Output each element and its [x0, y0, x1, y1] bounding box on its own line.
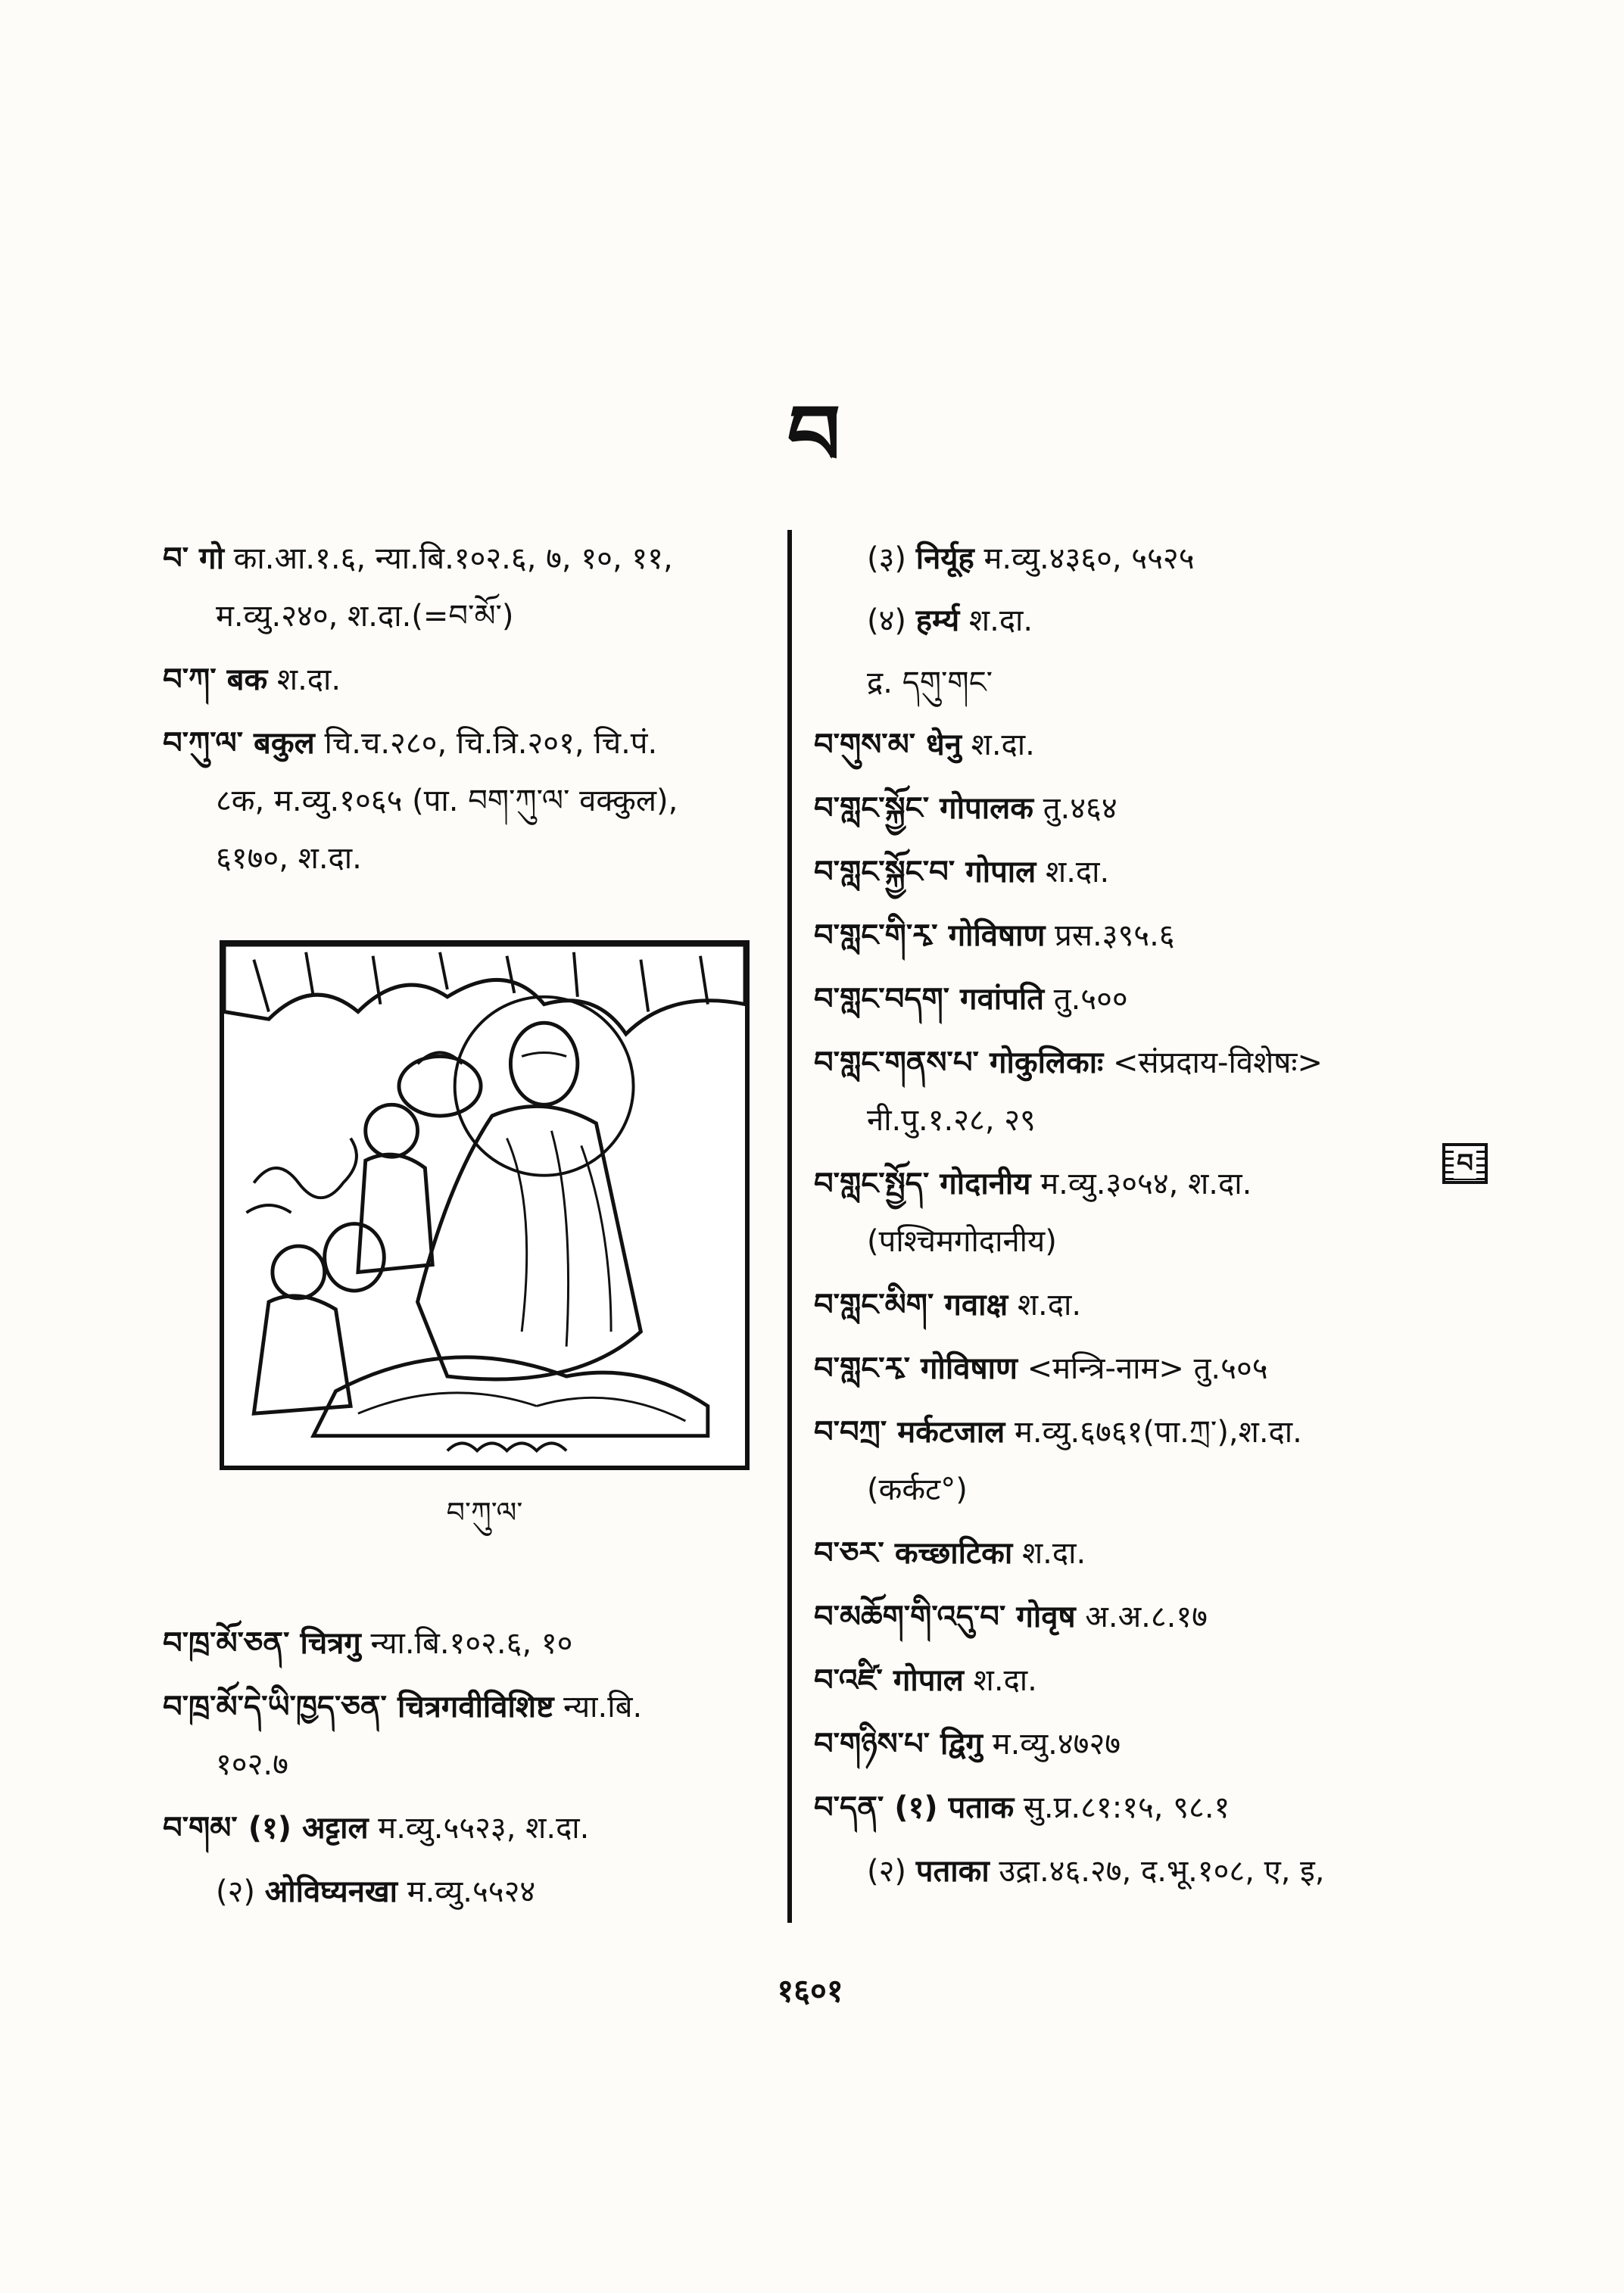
- dictionary-entry: [814, 1404, 1442, 1519]
- tibetan-headword: བ་གླང་གནས་པ་: [814, 1045, 979, 1080]
- reference-text: चि.च.२८०, चि.त्रि.२०१, चि.पं.: [324, 726, 658, 761]
- dictionary-entry: [163, 1615, 776, 1672]
- sanskrit-equivalent: गोपालक: [940, 791, 1033, 826]
- tibetan-headword: བ་བཀྲ་: [814, 1415, 887, 1450]
- subentry-label: द्र.: [867, 665, 893, 700]
- reference-text: श.दा.: [1017, 1288, 1082, 1323]
- sanskrit-equivalent: हर्म्य: [915, 603, 960, 638]
- sanskrit-equivalent: गो: [199, 541, 224, 576]
- subentry: [814, 530, 1442, 587]
- tibetan-headword: བ་ཅར་: [814, 1536, 884, 1571]
- reference-text: तु.४६४: [1043, 791, 1117, 826]
- entry-continuation: म.व्यु.२४०, श.दा.(=བ་མོ་): [216, 599, 514, 634]
- reference-text: न्या.बि.१०२.६, १०: [370, 1626, 573, 1661]
- reference-text: म.व्यु.५५२३, श.दा.: [378, 1811, 590, 1846]
- reference-text: म.व्यु.६७६१(पा.ཀྲ་),श.दा.: [1014, 1415, 1302, 1450]
- dictionary-entry: [814, 1715, 1442, 1773]
- sanskrit-equivalent: गोपाल: [965, 855, 1036, 889]
- tibetan-headword: བ་གཉིས་པ་: [814, 1727, 930, 1762]
- illustration: [220, 940, 750, 1470]
- tibetan-headword: བ་གླང་སྐྱོང་: [814, 791, 930, 826]
- tibetan-headword: བ་ཀ་: [163, 662, 217, 697]
- dictionary-entry: [814, 970, 1442, 1028]
- tibetan-headword: བ་ཁྲ་མོ་དེ་ཡི་ཁྱད་ཅན་: [163, 1690, 387, 1724]
- dictionary-entry: [814, 1779, 1442, 1837]
- entry-continuation: १०२.७: [216, 1747, 288, 1782]
- tibetan-headword: བ་ཁྲ་མོ་ཅན་: [163, 1626, 290, 1661]
- reference-text: प्रस.३९५.६: [1055, 918, 1175, 953]
- tibetan-headword: བ་གླང་གི་རྭ་: [814, 918, 938, 953]
- sanskrit-equivalent: निर्यूह: [915, 541, 974, 576]
- reference-text: श.दा.: [1046, 855, 1110, 889]
- left-subentry-last: (२) ओविघ्यनखा म.व्यु.५५२४: [216, 1874, 536, 1909]
- illustration-caption: བ་ཀུ་ལ་: [446, 1496, 523, 1529]
- sanskrit-equivalent: गवाक्ष: [944, 1288, 1008, 1323]
- section-thumb-tab: བ: [1442, 1143, 1488, 1184]
- entry-continuation: नी.पु.१.२८, २९: [867, 1103, 1036, 1138]
- column-divider: [787, 530, 792, 1923]
- subentry: [814, 592, 1442, 650]
- tibetan-headword: བ་གླང་མིག་: [814, 1288, 934, 1323]
- dictionary-entry: [163, 1799, 776, 1857]
- dictionary-entry: [814, 1525, 1442, 1582]
- tibetan-headword: བ་གུས་མ་: [814, 727, 916, 762]
- tibetan-headword: བ་ཀུ་ལ་: [163, 726, 244, 761]
- sanskrit-equivalent: गोविषाण: [948, 918, 1046, 953]
- reference-text: न्या.बि.: [563, 1690, 643, 1724]
- reference-text: अ.अ.८.१७: [1085, 1600, 1208, 1634]
- reference-text: तु.५००: [1053, 982, 1128, 1017]
- reference-text: म.व्यु.४७२७: [992, 1727, 1121, 1762]
- dictionary-entry: [163, 715, 776, 887]
- entry-continuation: ६१७०, श.दा.: [216, 841, 362, 876]
- dictionary-entry: [814, 780, 1442, 837]
- dictionary-entry: [163, 651, 776, 709]
- dictionary-entry: [814, 1588, 1442, 1646]
- reference-text: का.आ.१.६, न्या.बि.१०२.६, ७, १०, ११,: [233, 541, 673, 576]
- reference-text: म.व्यु.४३६०, ५५२५: [983, 541, 1195, 576]
- sanskrit-equivalent: चित्रगु: [300, 1626, 361, 1661]
- subentry-label: (३): [867, 541, 907, 576]
- dictionary-entry: [814, 1276, 1442, 1334]
- dictionary-entry: [163, 530, 776, 645]
- sanskrit-equivalent: मर्कटजाल: [897, 1415, 1005, 1450]
- entry-continuation: ८क, म.व्यु.१०६५ (पा. བག་ཀུ་ལ་ वक्कुल),: [216, 784, 678, 818]
- sanskrit-equivalent: गोकुलिकाः: [989, 1045, 1104, 1080]
- page-number: १६०१: [777, 1972, 843, 2009]
- dictionary-entry: [814, 716, 1442, 774]
- reference-text: श.दा.: [1021, 1536, 1086, 1571]
- subentry: [814, 654, 1442, 712]
- reference-text: म.व्यु.३०५४, श.दा.: [1040, 1167, 1252, 1201]
- tibetan-headword: བ་གམ་: [163, 1811, 238, 1846]
- entry-continuation: (पश्चिमगोदानीय): [867, 1224, 1057, 1259]
- sanskrit-equivalent: गोदानीय: [940, 1167, 1031, 1201]
- dictionary-entry: [814, 1155, 1442, 1270]
- reference-text: श.दा.: [276, 662, 341, 697]
- sanskrit-equivalent: गवांपति: [960, 982, 1045, 1017]
- dictionary-entry: [814, 907, 1442, 964]
- sanskrit-equivalent: (१) पताक: [894, 1790, 1015, 1825]
- dictionary-entry: [814, 1652, 1442, 1709]
- sanskrit-equivalent: बकुल: [254, 726, 315, 761]
- subentry-label: (४): [867, 603, 907, 638]
- tibetan-headword: བ་གླང་བདག་: [814, 982, 950, 1017]
- tibetan-headword: བ་གླང་སྐྱོང་བ་: [814, 855, 955, 889]
- tibetan-headword: བ་གླང་རྭ་: [814, 1351, 910, 1386]
- tibetan-headword: བ་: [163, 541, 189, 576]
- sanskrit-equivalent: गोवृष: [1016, 1600, 1076, 1634]
- tibetan-headword: བ་མཆོག་གི་འདུ་བ་: [814, 1600, 1006, 1634]
- dictionary-entry: [163, 1678, 776, 1793]
- sanskrit-equivalent: धेनु: [926, 727, 962, 762]
- bakula-illustration: [224, 945, 745, 1466]
- reference-text: དགུ་གང་: [902, 665, 993, 700]
- reference-text: श.दा.: [971, 727, 1035, 762]
- right-subentry-last: (२) पताका उद्रा.४६.२७, द.भू.१०८, ए, इ,: [867, 1854, 1325, 1889]
- tibetan-headword: བ་འཛི་: [814, 1663, 883, 1698]
- reference-text: <संप्रदाय-विशेषः>: [1112, 1045, 1323, 1080]
- sanskrit-equivalent: गोविषाण: [921, 1351, 1018, 1386]
- dictionary-entry: [814, 1034, 1442, 1149]
- dictionary-entry: [814, 1340, 1442, 1397]
- entry-continuation: (कर्कट°): [867, 1472, 968, 1507]
- sanskrit-equivalent: (१) अट्टाल: [248, 1811, 369, 1846]
- sanskrit-equivalent: द्विगु: [940, 1727, 983, 1762]
- sanskrit-equivalent: गोपाल: [893, 1663, 964, 1698]
- reference-text: <मन्त्रि-नाम> तु.५०५: [1027, 1351, 1268, 1386]
- reference-text: श.दा.: [973, 1663, 1037, 1698]
- sanskrit-equivalent: बक: [226, 662, 268, 697]
- tibetan-headword: བ་གླང་སྤྱོད་: [814, 1167, 930, 1201]
- reference-text: सु.प्र.८१:१५, ९८.१: [1023, 1790, 1230, 1825]
- sanskrit-equivalent: कच्छाटिका: [894, 1536, 1013, 1571]
- right-column: [814, 530, 1442, 1905]
- section-letter: བ: [787, 387, 841, 484]
- reference-text: श.दा.: [968, 603, 1033, 638]
- tibetan-headword: བ་དན་: [814, 1790, 884, 1825]
- left-column: [163, 530, 776, 1925]
- sanskrit-equivalent: चित्रगवीविशिष्ट: [397, 1690, 554, 1724]
- dictionary-entry: [814, 843, 1442, 901]
